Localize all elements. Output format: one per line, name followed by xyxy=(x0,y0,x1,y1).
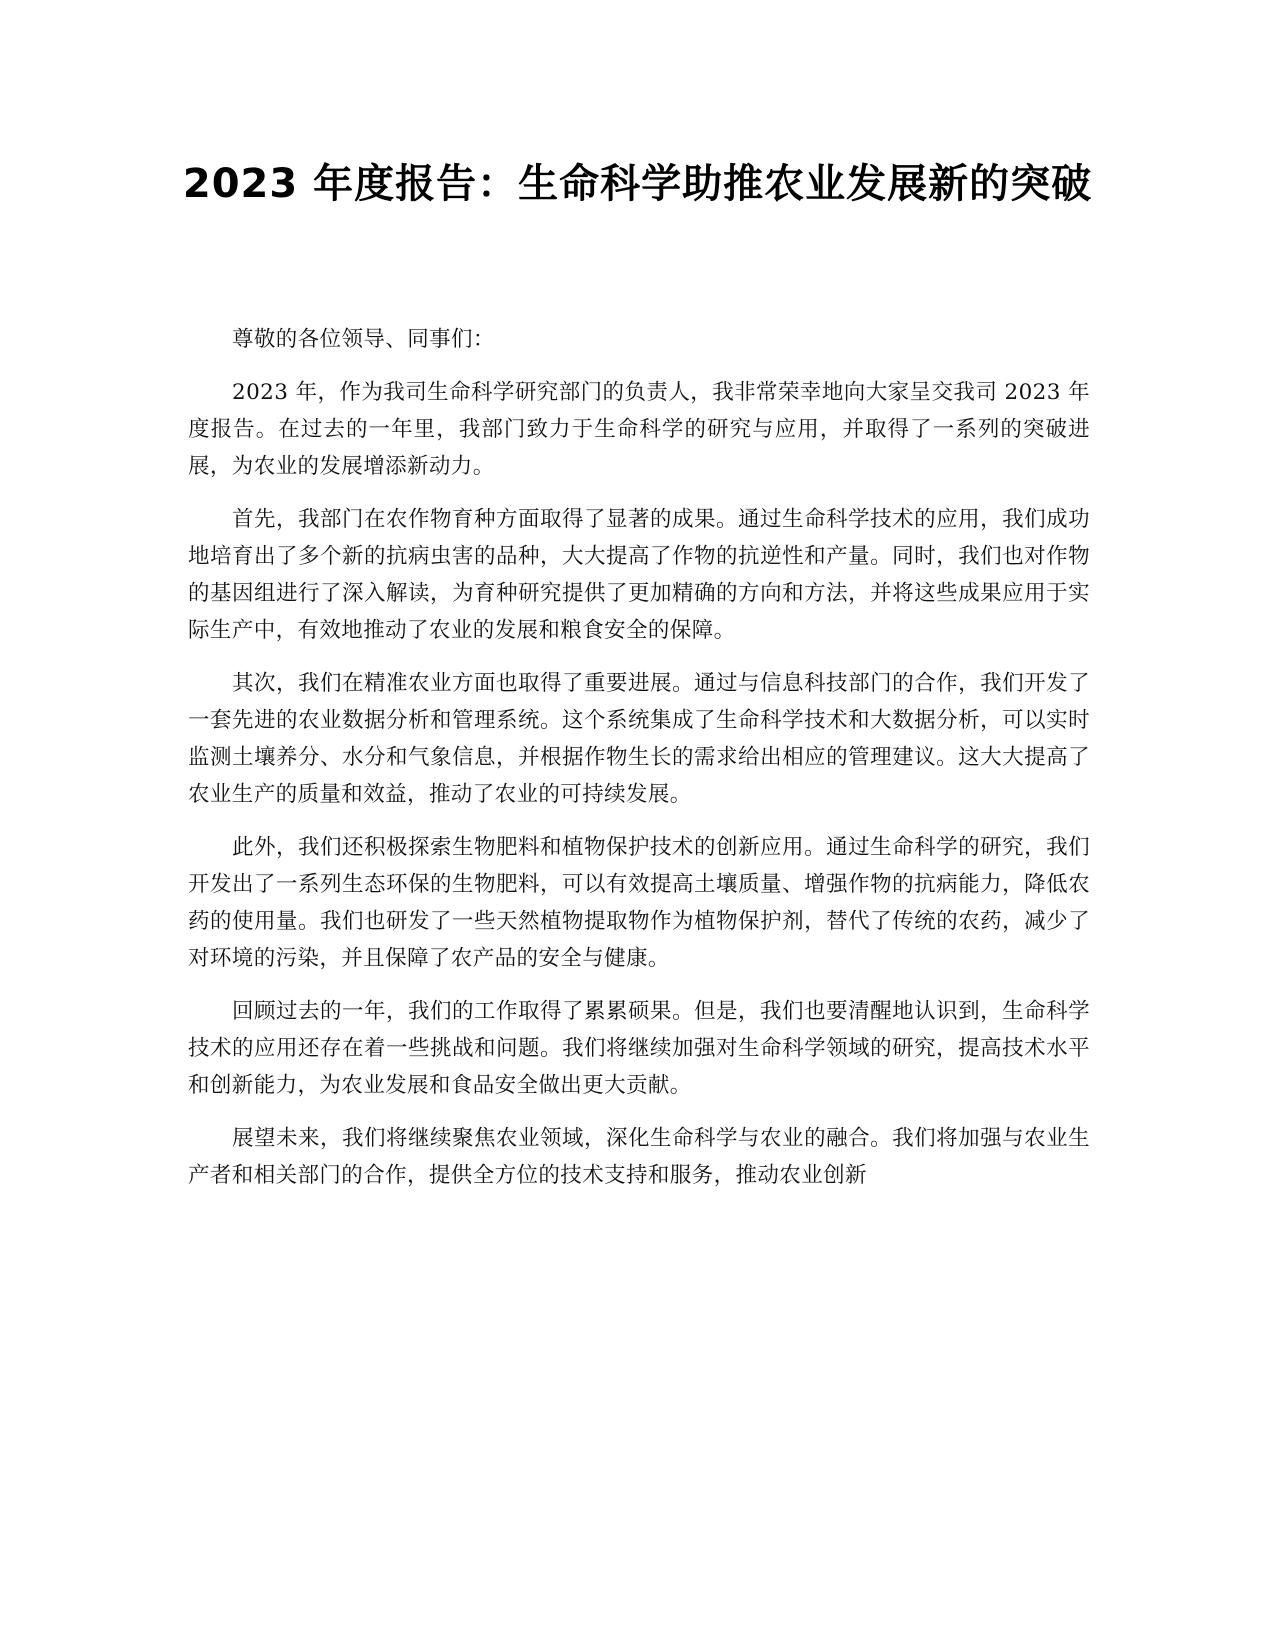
paragraph-precision-agriculture: 其次，我们在精准农业方面也取得了重要进展。通过与信息科技部门的合作，我们开发了一套先进的农业数据分析和管理系统。这个系统集成了生命科学技术和大数据分析，可以实时监测土壤养分、水分和气象信息，并根据作物生长的需求给出相应的管理建议。这大大提高了农业生产的质量和效益，推动了农业的可持续发展。 xyxy=(188,671,1090,807)
paragraph-intro: 2023 年，作为我司生命科学研究部门的负责人，我非常荣幸地向大家呈交我司 2023 年度报告。在过去的一年里，我部门致力于生命科学的研究与应用，并取得了一系列的突破进展，为农业的发展增添新动力。 xyxy=(188,380,1090,479)
document-body xyxy=(188,321,1090,1210)
document-title: 2023 年度报告：生命科学助推农业发展新的突破 xyxy=(182,161,1093,207)
paragraph-crop-breeding: 首先，我部门在农作物育种方面取得了显著的成果。通过生命科学技术的应用，我们成功地培育出了多个新的抗病虫害的品种，大大提高了作物的抗逆性和产量。同时，我们也对作物的基因组进行了深入解读，为育种研究提供了更加精确的方向和方法，并将这些成果应用于实际生产中，有效地推动了农业的发展和粮食安全的保障。 xyxy=(188,507,1090,643)
paragraph-bio-fertilizer: 此外，我们还积极探索生物肥料和植物保护技术的创新应用。通过生命科学的研究，我们开发出了一系列生态环保的生物肥料，可以有效提高土壤质量、增强作物的抗病能力，降低农药的使用量。我们也研发了一些天然植物提取物作为植物保护剂，替代了传统的农药，减少了对环境的污染，并且保障了农产品的安全与健康。 xyxy=(188,835,1090,971)
paragraph-review: 回顾过去的一年，我们的工作取得了累累硕果。但是，我们也要清醒地认识到，生命科学技术的应用还存在着一些挑战和问题。我们将继续加强对生命科学领域的研究，提高技术水平和创新能力，为农业发展和食品安全做出更大贡献。 xyxy=(188,999,1090,1098)
salutation: 尊敬的各位领导、同事们： xyxy=(232,327,495,352)
paragraph-outlook: 展望未来，我们将继续聚焦农业领域，深化生命科学与农业的融合。我们将加强与农业生产者和相关部门的合作，提供全方位的技术支持和服务，推动农业创新 xyxy=(188,1126,1090,1188)
